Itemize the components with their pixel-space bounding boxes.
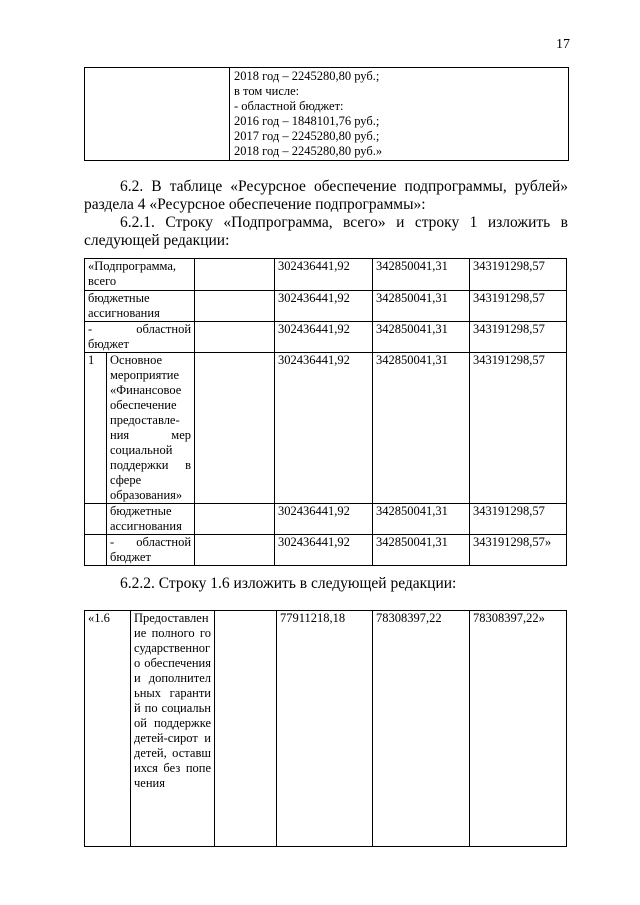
row-label: «Подпрограмма, всего	[85, 259, 195, 291]
table-row	[85, 322, 567, 353]
summary-line: 2017 год – 2245280,80 руб.;	[234, 129, 380, 143]
table-row	[85, 611, 567, 847]
budget-summary-cell	[230, 68, 569, 161]
value-2017: 78308397,22	[373, 611, 470, 847]
value-2016: 302436441,92	[275, 322, 373, 353]
empty-cell	[195, 291, 275, 322]
empty-cell	[195, 322, 275, 353]
empty-cell	[215, 611, 277, 847]
empty-cell	[85, 504, 107, 535]
paragraph-6-2	[84, 178, 568, 214]
value-2018: 343191298,57	[470, 291, 567, 322]
row-number: 1	[85, 353, 107, 504]
table-row	[85, 291, 567, 322]
budget-summary-table	[84, 67, 569, 161]
value-2017: 342850041,31	[373, 535, 470, 566]
paragraph-6-2-1	[84, 214, 568, 250]
summary-line: в том числе:	[234, 84, 300, 98]
value-2017: 342850041,31	[373, 504, 470, 535]
paragraph-line: следующей редакции:	[84, 232, 230, 249]
value-2016: 302436441,92	[275, 259, 373, 291]
value-2018: 343191298,57	[470, 504, 567, 535]
value-2016: 302436441,92	[275, 353, 373, 504]
summary-line: 2018 год – 2245280,80 руб.;	[234, 69, 380, 83]
paragraph-line: 6.2.1. Строку «Подпрограмма, всего» и строку 1 изложить в	[120, 214, 568, 231]
empty-cell	[85, 535, 107, 566]
resource-table	[84, 258, 567, 566]
empty-cell	[195, 259, 275, 291]
table-row	[85, 535, 567, 566]
table-row	[85, 353, 567, 504]
value-2016: 302436441,92	[275, 535, 373, 566]
empty-cell	[195, 353, 275, 504]
table-row	[85, 504, 567, 535]
value-2018: 343191298,57»	[470, 535, 567, 566]
empty-cell	[195, 535, 275, 566]
row-1-6-table	[84, 610, 567, 847]
row-number: «1.6	[85, 611, 131, 847]
value-2018: 343191298,57	[470, 322, 567, 353]
value-2016: 302436441,92	[275, 291, 373, 322]
table-row	[85, 259, 567, 291]
paragraph-line: раздела 4 «Ресурсное обеспечение подпрограммы»:	[84, 196, 426, 213]
row-label: Предоставление полного государственного обеспечения и дополнительных гарантий по социальной поддержке детей-сирот и детей, оставшихся без попечения	[131, 611, 215, 847]
summary-line: - областной бюджет:	[234, 99, 344, 113]
value-2017: 342850041,31	[373, 259, 470, 291]
empty-cell	[85, 68, 230, 161]
value-2016: 77911218,18	[277, 611, 373, 847]
value-2017: 342850041,31	[373, 291, 470, 322]
summary-line: 2016 год – 1848101,76 руб.;	[234, 114, 380, 128]
row-label: Основное мероприятие «Финансовое обеспечение предоставле-ния мер социальной поддержки в сфере образования»	[107, 353, 195, 504]
row-label: - областной бюджет	[107, 535, 195, 566]
page-number: 17	[556, 37, 570, 52]
summary-line: 2018 год – 2245280,80 руб.»	[234, 144, 383, 158]
value-2018: 343191298,57	[470, 259, 567, 291]
value-2017: 342850041,31	[373, 322, 470, 353]
value-2018: 78308397,22»	[470, 611, 567, 847]
row-label: бюджетные ассигнования	[107, 504, 195, 535]
row-label: бюджетные ассигнования	[85, 291, 195, 322]
row-label: - областной бюджет	[85, 322, 195, 353]
value-2016: 302436441,92	[275, 504, 373, 535]
paragraph-line: 6.2. В таблице «Ресурсное обеспечение подпрограммы, рублей»	[120, 178, 568, 195]
empty-cell	[195, 504, 275, 535]
value-2018: 343191298,57	[470, 353, 567, 504]
value-2017: 342850041,31	[373, 353, 470, 504]
paragraph-6-2-2: 6.2.2. Строку 1.6 изложить в следующей редакции:	[120, 575, 457, 592]
